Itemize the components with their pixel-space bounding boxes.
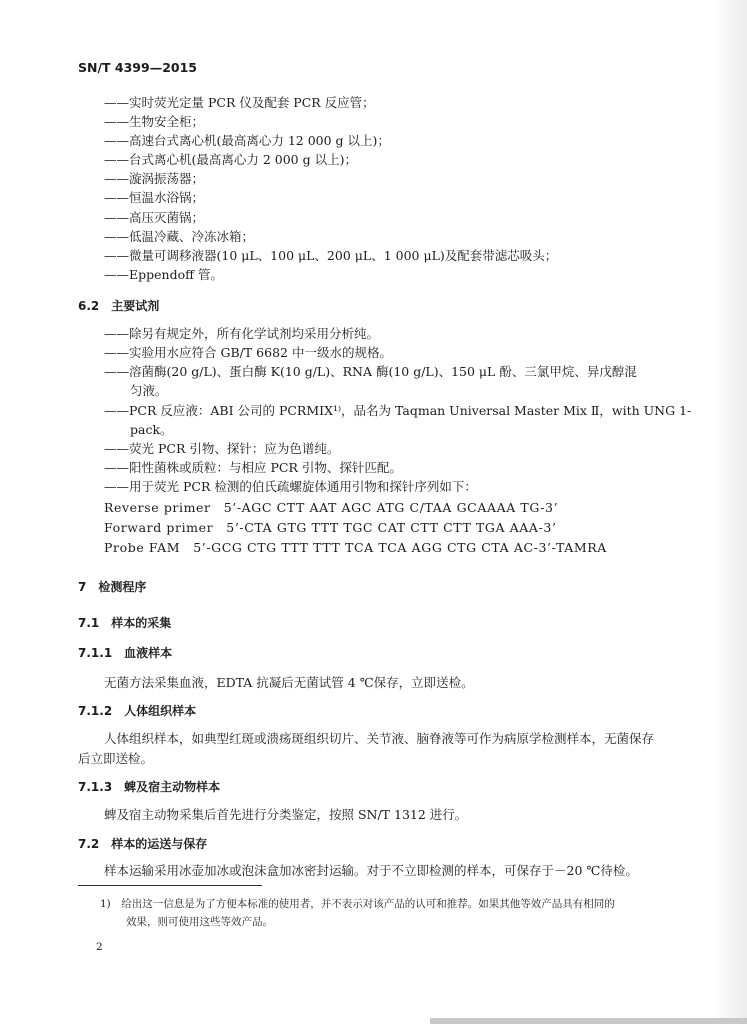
reagent-item: ——溶菌酶(20 g/L)、蛋白酶 K(10 g/L)、RNA 酶(10 g/L)、150 μL 酚、三氯甲烷、异戊醇混 xyxy=(104,364,637,379)
tissue-sample-text: 人体组织样本，如典型红斑或溃疡斑组织切片、关节液、脑脊液等可作为病原学检测样本，无菌保存 xyxy=(104,731,655,746)
probe-sequence: Probe FAM 5’-GCG CTG TTT TTT TCA TCA AGG CTG CTA AC-3’-TAMRA xyxy=(104,540,607,555)
footnote-line: 1) 给出这一信息是为了方便本标准的使用者，并不表示对该产品的认可和推荐。如果其他等效产品具有相同的 xyxy=(100,898,615,910)
equipment-item: ——实时荧光定量 PCR 仪及配套 PCR 反应管； xyxy=(104,95,375,110)
reagent-item: ——实验用水应符合 GB/T 6682 中一级水的规格。 xyxy=(104,345,392,360)
equipment-item: ——Eppendoff 管。 xyxy=(104,267,223,282)
section-heading-7: 7 检测程序 xyxy=(78,580,147,594)
page-number: 2 xyxy=(96,941,103,953)
footnote-divider xyxy=(78,885,262,886)
equipment-item: ——低温冷藏、冷冻冰箱； xyxy=(104,229,255,244)
reverse-primer-sequence: Reverse primer 5’-AGC CTT AAT AGC ATG C/TAA GCAAAA TG-3’ xyxy=(104,500,559,515)
section-heading-6-2: 6.2 主要试剂 xyxy=(78,299,160,313)
equipment-item: ——恒温水浴锅； xyxy=(104,190,205,205)
reagent-item-continued: pack。 xyxy=(130,422,173,437)
tick-sample-text: 蜱及宿主动物采集后首先进行分类鉴定，按照 SN/T 1312 进行。 xyxy=(104,807,468,822)
section-heading-7-1-1: 7.1.1 血液样本 xyxy=(78,646,173,660)
page-edge-shadow xyxy=(713,0,747,1024)
reagent-item: ——除另有规定外，所有化学试剂均采用分析纯。 xyxy=(104,326,380,341)
section-heading-7-1-2: 7.1.2 人体组织样本 xyxy=(78,704,197,718)
equipment-item: ——台式离心机(最高离心力 2 000 g 以上)； xyxy=(104,152,357,167)
scan-bottom-shadow xyxy=(430,1018,747,1024)
reagent-item: ——荧光 PCR 引物、探针：应为色谱纯。 xyxy=(104,441,340,456)
equipment-item: ——微量可调移液器(10 μL、100 μL、200 μL、1 000 μL)及配套带滤芯吸头； xyxy=(104,248,558,263)
reagent-item-continued: 匀液。 xyxy=(130,383,168,398)
document-id-header: SN/T 4399—2015 xyxy=(78,60,197,75)
section-heading-7-1: 7.1 样本的采集 xyxy=(78,616,172,630)
footnote-line-continued: 效果，则可使用这些等效产品。 xyxy=(126,916,273,928)
transport-storage-text: 样本运输采用冰壶加冰或泡沫盒加冰密封运输。对于不立即检测的样本，可保存于－20 ℃待检。 xyxy=(104,863,638,878)
equipment-item: ——漩涡振荡器； xyxy=(104,171,205,186)
equipment-item: ——高压灭菌锅； xyxy=(104,210,205,225)
forward-primer-sequence: Forward primer 5’-CTA GTG TTT TGC CAT CTT CTT TGA AAA-3’ xyxy=(104,520,557,535)
reagent-item: ——阳性菌株或质粒：与相应 PCR 引物、探针匹配。 xyxy=(104,460,402,475)
equipment-item: ——生物安全柜； xyxy=(104,114,205,129)
tissue-sample-text-continued: 后立即送检。 xyxy=(78,751,154,766)
equipment-item: ——高速台式离心机(最高离心力 12 000 g 以上)； xyxy=(104,133,390,148)
reagent-item: ——用于荧光 PCR 检测的伯氏疏螺旋体通用引物和探针序列如下： xyxy=(104,479,477,494)
section-heading-7-2: 7.2 样本的运送与保存 xyxy=(78,837,208,851)
blood-sample-text: 无菌方法采集血液，EDTA 抗凝后无菌试管 4 ℃保存，立即送检。 xyxy=(104,675,474,690)
section-heading-7-1-3: 7.1.3 蜱及宿主动物样本 xyxy=(78,780,221,794)
reagent-item: ——PCR 反应液：ABI 公司的 PCRMIX¹⁾，品名为 Taqman Universal Master Mix Ⅱ，with UNG 1- xyxy=(104,403,692,418)
